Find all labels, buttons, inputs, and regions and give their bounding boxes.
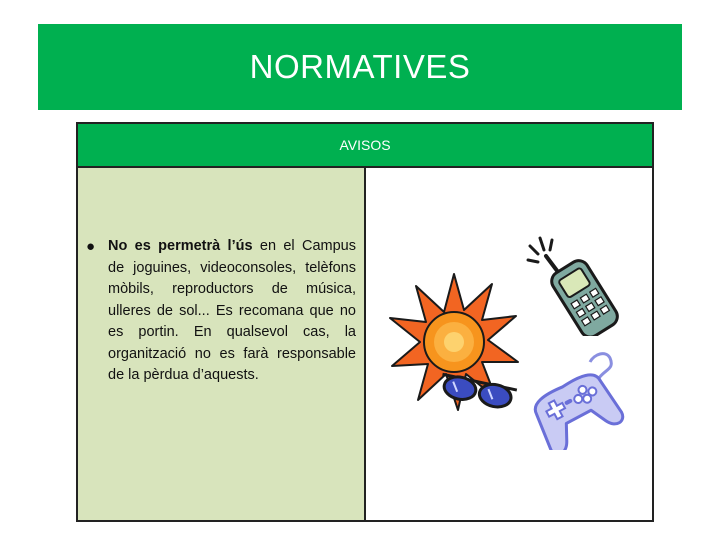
notice-paragraph	[108, 236, 356, 387]
page-title: NORMATIVES	[249, 48, 471, 85]
notice-text-cell	[78, 168, 366, 520]
mobile-phone-icon	[524, 236, 626, 336]
notice-bullet	[86, 236, 356, 387]
table-header-label: AVISOS	[339, 137, 391, 153]
game-controller-icon	[524, 348, 626, 450]
title-bar	[38, 24, 682, 110]
notice-body-text: en el Campus de joguines, videoconsoles, telèfons mòbils, reproductors de música, ulleres de sol... Es recomana que no es portin. En qualsevol cas, la organització no es farà responsable de la pèrdua d’aquests.	[108, 238, 357, 383]
notice-bold-text: No es permetrà l’ús	[108, 238, 253, 254]
bullet-icon: ●	[86, 238, 96, 255]
table-header	[78, 124, 652, 168]
sun-sunglasses-icon	[388, 270, 520, 415]
